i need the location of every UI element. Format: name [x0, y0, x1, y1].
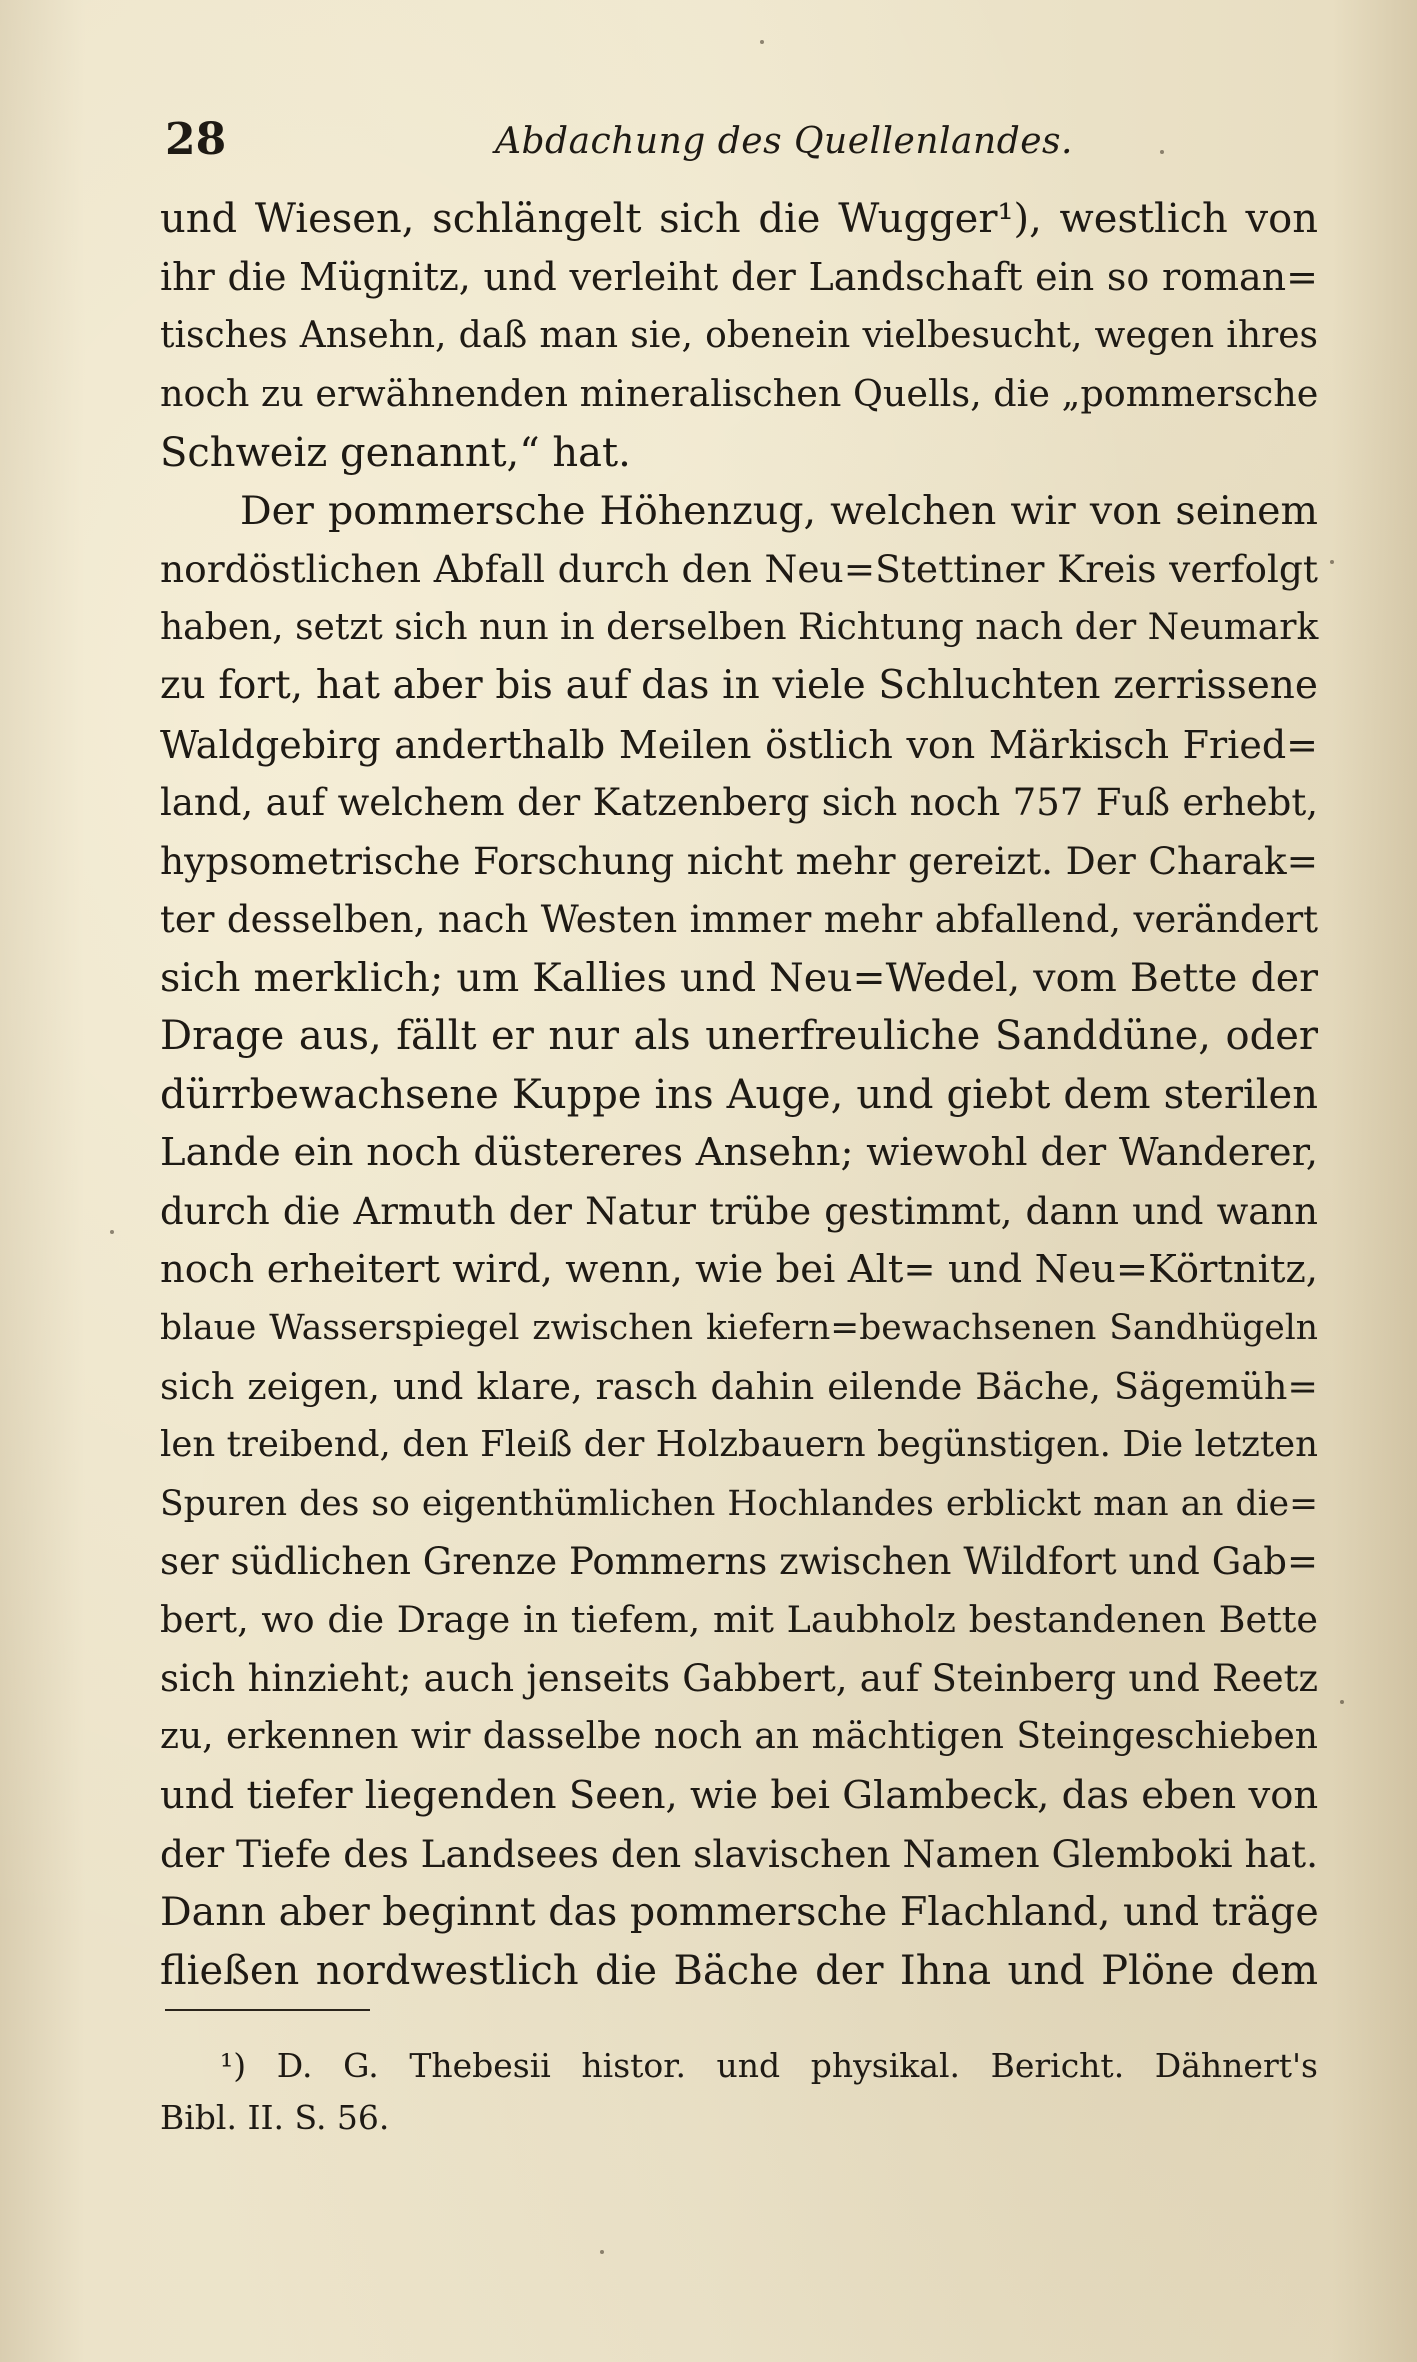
text-line: durch die Armuth der Natur trübe gestimmt, dann und wann	[160, 1189, 1318, 1233]
text-line: Waldgebirg anderthalb Meilen östlich von Märkisch Fried=	[160, 722, 1318, 767]
text-line: Drage aus, fällt er nur als unerfreuliche Sanddüne, oder	[160, 1013, 1318, 1060]
body-text	[160, 190, 1318, 2000]
text-line: Schweiz genannt,“ hat.	[160, 429, 631, 476]
text-line: und Wiesen, schlängelt sich die Wugger¹), westlich von	[160, 196, 1318, 242]
text-line: Dann aber beginnt das pommersche Flachland, und träge	[160, 1889, 1319, 1936]
text-line: len treibend, den Fleiß der Holzbauern begünstigen. Die letzten	[160, 1424, 1318, 1466]
page-number: 28	[165, 114, 227, 165]
page-header	[165, 110, 1315, 170]
text-line: zu fort, hat aber bis auf das in viele Schluchten zerrissene	[160, 663, 1318, 709]
text-line: haben, setzt sich nun in derselben Richtung nach der Neumark	[160, 606, 1319, 648]
text-line: fließen nordwestlich die Bäche der Ihna und Plöne dem	[160, 1947, 1318, 1994]
footnote-line: Bibl. II. S. 56.	[160, 2098, 390, 2137]
text-line: sich hinzieht; auch jenseits Gabbert, auf Steinberg und Reetz	[160, 1656, 1318, 1700]
footnotes	[160, 2040, 1318, 2144]
text-line: Lande ein noch düstereres Ansehn; wiewohl der Wanderer,	[160, 1130, 1318, 1176]
text-line: sich zeigen, und klare, rasch dahin eilende Bäche, Sägemüh=	[160, 1364, 1318, 1408]
text-line: blaue Wasserspiegel zwischen kiefern=bewachsenen Sandhügeln	[160, 1308, 1318, 1349]
text-line: nordöstlichen Abfall durch den Neu=Stettiner Kreis verfolgt	[160, 547, 1318, 592]
text-line: bert, wo die Drage in tiefem, mit Laubholz bestandenen Bette	[160, 1598, 1318, 1642]
paper-speck	[1160, 150, 1164, 154]
text-line: sich merklich; um Kallies und Neu=Wedel, vom Bette der	[160, 955, 1318, 1002]
text-line: land, auf welchem der Katzenberg sich noch 757 Fuß erhebt,	[160, 780, 1318, 824]
paragraph-start-line: Der pommersche Höhenzug, welchen wir von seinem	[240, 487, 1318, 534]
text-line: noch erheitert wird, wenn, wie bei Alt= und Neu=Körtnitz,	[160, 1247, 1318, 1293]
paper-speck	[760, 40, 764, 44]
text-line: tisches Ansehn, daß man sie, obenein vielbesucht, wegen ihres	[160, 314, 1318, 356]
text-line: ter desselben, nach Westen immer mehr abfallend, verändert	[160, 897, 1318, 941]
footnote-divider	[165, 2009, 370, 2011]
text-line: ser südlichen Grenze Pommerns zwischen Wildfort und Gab=	[160, 1539, 1318, 1583]
text-line: zu, erkennen wir dasselbe noch an mächtigen Steingeschieben	[160, 1716, 1318, 1758]
text-line: Spuren des so eigenthümlichen Hochlandes erblickt man an die=	[160, 1483, 1318, 1524]
text-line: dürrbewachsene Kuppe ins Auge, und giebt dem sterilen	[160, 1071, 1318, 1118]
paper-speck	[1340, 1700, 1344, 1704]
text-line: hypsometrische Forschung nicht mehr gereizt. Der Charak=	[160, 839, 1318, 884]
text-line: noch zu erwähnenden mineralischen Quells, die „pommersche	[160, 372, 1319, 416]
footnote-line: ¹) D. G. Thebesii histor. und physikal. Bericht. Dähnert's	[220, 2046, 1318, 2085]
paper-speck	[1330, 560, 1334, 564]
paper-speck	[110, 1230, 114, 1234]
text-line: der Tiefe des Landsees den slavischen Namen Glemboki hat.	[160, 1831, 1318, 1876]
paper-speck	[600, 2250, 604, 2254]
running-head: Abdachung des Quellenlandes.	[495, 121, 1073, 162]
text-line: und tiefer liegenden Seen, wie bei Glambeck, das eben von	[160, 1772, 1319, 1818]
text-line: ihr die Mügnitz, und verleiht der Landschaft ein so roman=	[160, 255, 1318, 300]
